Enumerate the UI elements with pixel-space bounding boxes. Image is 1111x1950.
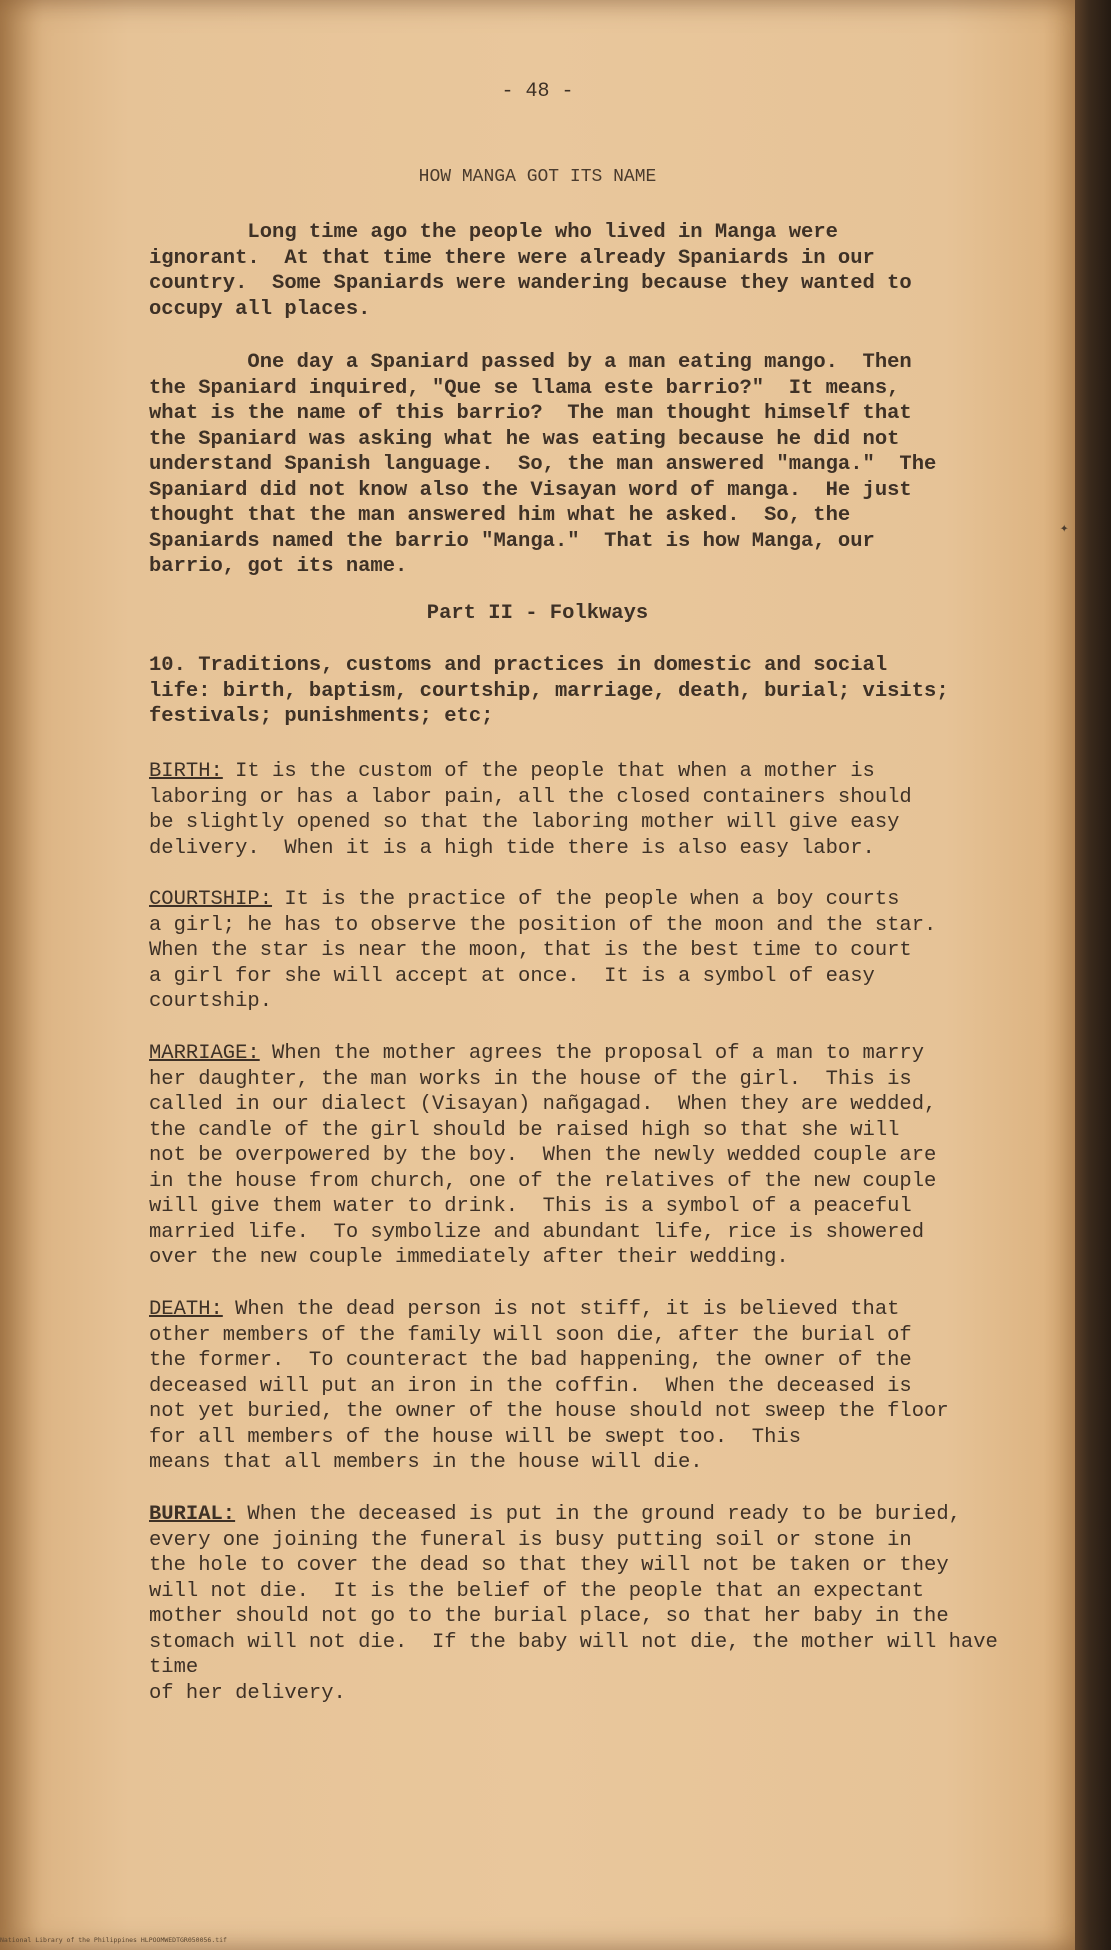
death-section [149,1297,1049,1476]
death-text: When the dead person is not stiff, it is believed that other members of the family will soon die, after the burial of the former. To counteract the bad happening, the owner of the deceased will put an iron in the coffin. When the deceased is not yet buried, the owner of the house should not sweep the floor for all members of the house will be swept too. This means that all members in the house will die. [149,1298,949,1474]
burial-section [149,1502,1049,1706]
birth-section [149,759,1049,861]
ink-mark-icon: ✦ [1060,521,1069,537]
part-heading: Part II - Folkways [426,602,649,625]
marriage-section [149,1041,1049,1271]
page-title: HOW MANGA GOT ITS NAME [418,167,657,187]
courtship-section [149,887,1049,1015]
birth-text: It is the custom of the people that when a mother is laboring or has a labor pain, all the closed containers should be slightly opened so that the laboring mother will give easy delivery. When it is a high tide there is also easy labor. [149,760,912,860]
death-label: DEATH: [149,1298,223,1321]
marriage-label: MARRIAGE: [149,1042,260,1065]
burial-text: When the deceased is put in the ground ready to be buried, every one joining the funeral is busy putting soil or stone in the hole to cover the dead so that they will not be taken or they will not die. It is the belief of the people that an expectant mother should not go to the burial place, so that her baby in the stomach will not die. If the baby will not die, the mother will have time of her delivery. [149,1503,998,1705]
book-edge [1075,0,1111,1950]
page-number: - 48 - [501,80,574,103]
courtship-text: It is the practice of the people when a boy courts a girl; he has to observe the position of the moon and the star. When the star is near the moon, that is the best time to court a girl for she will accept at once. It is a symbol of easy courtship. [149,888,937,1013]
story-paragraph-2: One day a Spaniard passed by a man eating mango. Then the Spaniard inquired, "Que se llama este barrio?" It means, what is the name of this barrio? The man thought himself that the Spaniard was asking what he was eating because he did not understand Spanish language. So, the man answered "manga." The Spaniard did not know also the Visayan word of manga. He just thought that the man answered him what he asked. So, the Spaniards named the barrio "Manga." That is how Manga, our barrio, got its name. [149,351,937,578]
burial-label: BURIAL: [149,1503,236,1526]
story-paragraph-1: Long time ago the people who lived in Manga were ignorant. At that time there were already Spaniards in our country. Some Spaniards were wandering because they wanted to occupy all places. [149,221,912,321]
marriage-text: When the mother agrees the proposal of a man to marry her daughter, the man works in the house of the girl. This is called in our dialect (Visayan) nañgagad. When they are wedded, the candle of the girl should be raised high so that she will not be overpowered by the boy. When the newly wedded couple are in the house from church, one of the relatives of the new couple will give them water to drink. This is a symbol of a peaceful married life. To symbolize and abundant life, rice is showered over the new couple immediately after their wedding. [149,1042,937,1269]
birth-label: BIRTH: [149,760,223,783]
archive-footer: National Library of the Philippines HLPOOMWEDTGR050056.tif [0,1936,227,1944]
item-10-heading: 10. Traditions, customs and practices in domestic and social life: birth, baptism, courtship, marriage, death, burial; visits; festivals; punishments; etc; [149,654,949,728]
courtship-label: COURTSHIP: [149,888,273,911]
